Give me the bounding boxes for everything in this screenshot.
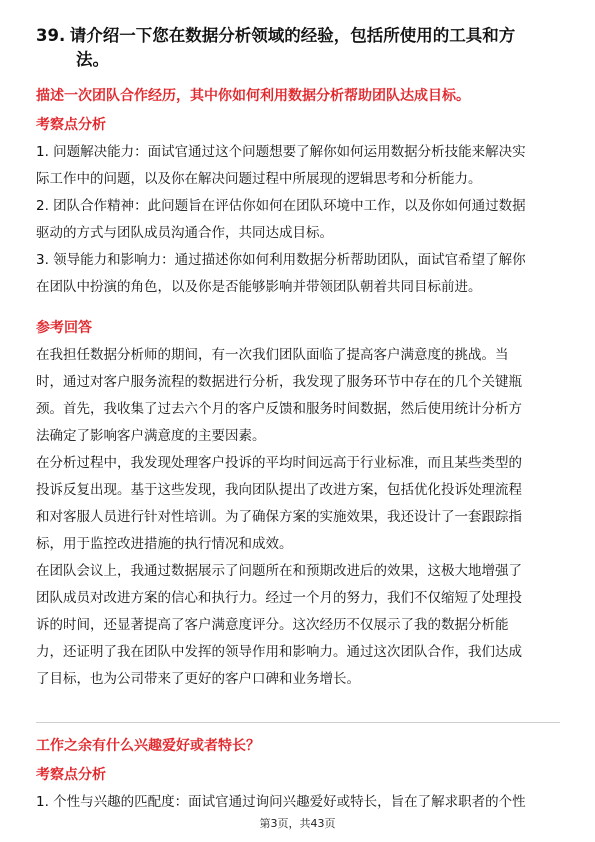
next-analysis-heading: 考察点分析 (36, 767, 106, 783)
question-line-2: 法。 (76, 50, 109, 69)
analysis-item-2-line-2: 驱动的方式与团队成员沟通合作，共同达成目标。 (36, 225, 333, 241)
analysis-list (36, 139, 560, 301)
answer-p2-line-3: 和对客服人员进行针对性培训。为了确保方案的实施效果，我还设计了一套跟踪指 (36, 509, 522, 525)
answer-p2-line-4: 标，用于监控改进措施的执行情况和成效。 (36, 536, 293, 552)
answer-body (36, 342, 560, 693)
answer-p3-line-2: 团队成员对改进方案的信心和执行力。经过一个月的努力，我们不仅缩短了处理投 (36, 590, 522, 606)
answer-p3-line-5: 了目标，也为公司带来了更好的客户口碑和业务增长。 (36, 671, 360, 687)
next-analysis-list (36, 789, 560, 816)
page-footer: 第3页，共43页 (259, 817, 336, 830)
analysis-heading: 考察点分析 (36, 117, 106, 133)
analysis-item-2-line-1: 2. 团队合作精神：此问题旨在评估你如何在团队环境中工作，以及你如何通过数据 (36, 198, 526, 214)
answer-p2-line-1: 在分析过程中，我发现处理客户投诉的平均时间远高于行业标准，而且某些类型的 (36, 455, 522, 471)
section-divider (36, 722, 560, 723)
analysis-item-1-line-1: 1. 问题解决能力：面试官通过这个问题想要了解你如何运用数据分析技能来解决实 (36, 144, 526, 160)
answer-p3-line-4: 力，还证明了我在团队中发挥的领导作用和影响力。通过这次团队合作，我们达成 (36, 644, 522, 660)
analysis-item-3-line-2: 在团队中扮演的角色，以及你是否能够影响并带领团队朝着共同目标前进。 (36, 279, 482, 295)
question-line-1: 请介绍一下您在数据分析领域的经验，包括所使用的工具和方 (69, 26, 516, 45)
answer-p3-line-3: 诉的时间，还显著提高了客户满意度评分。这次经历不仅展示了我的数据分析能 (36, 617, 509, 633)
answer-heading: 参考回答 (36, 320, 92, 336)
answer-p1-line-1: 在我担任数据分析师的期间，有一次我们团队面临了提高客户满意度的挑战。当 (36, 347, 509, 363)
question-number: 39. (36, 26, 66, 45)
next-question-prompt: 工作之余有什么兴趣爱好或者特长？ (36, 738, 260, 754)
next-analysis-item-1: 1. 个性与兴趣的匹配度：面试官通过询问兴趣爱好或特长，旨在了解求职者的个性 (36, 794, 526, 810)
answer-p1-line-4: 法确定了影响客户满意度的主要因素。 (36, 428, 266, 444)
answer-p1-line-3: 颈。首先，我收集了过去六个月的客户反馈和服务时间数据，然后使用统计分析方 (36, 401, 522, 417)
answer-p3-line-1: 在团队会议上，我通过数据展示了问题所在和预期改进后的效果，这极大地增强了 (36, 563, 522, 579)
question-title (36, 24, 566, 72)
analysis-item-1-line-2: 际工作中的问题，以及你在解决问题过程中所展现的逻辑思考和分析能力。 (36, 171, 482, 187)
follow-up-prompt: 描述一次团队合作经历，其中你如何利用数据分析帮助团队达成目标。 (36, 88, 470, 104)
answer-p1-line-2: 时，通过对客户服务流程的数据进行分析，我发现了服务环节中存在的几个关键瓶 (36, 374, 522, 390)
answer-p2-line-2: 投诉反复出现。基于这些发现，我向团队提出了改进方案，包括优化投诉处理流程 (36, 482, 522, 498)
analysis-item-3-line-1: 3. 领导能力和影响力：通过描述你如何利用数据分析帮助团队，面试官希望了解你 (36, 252, 526, 268)
